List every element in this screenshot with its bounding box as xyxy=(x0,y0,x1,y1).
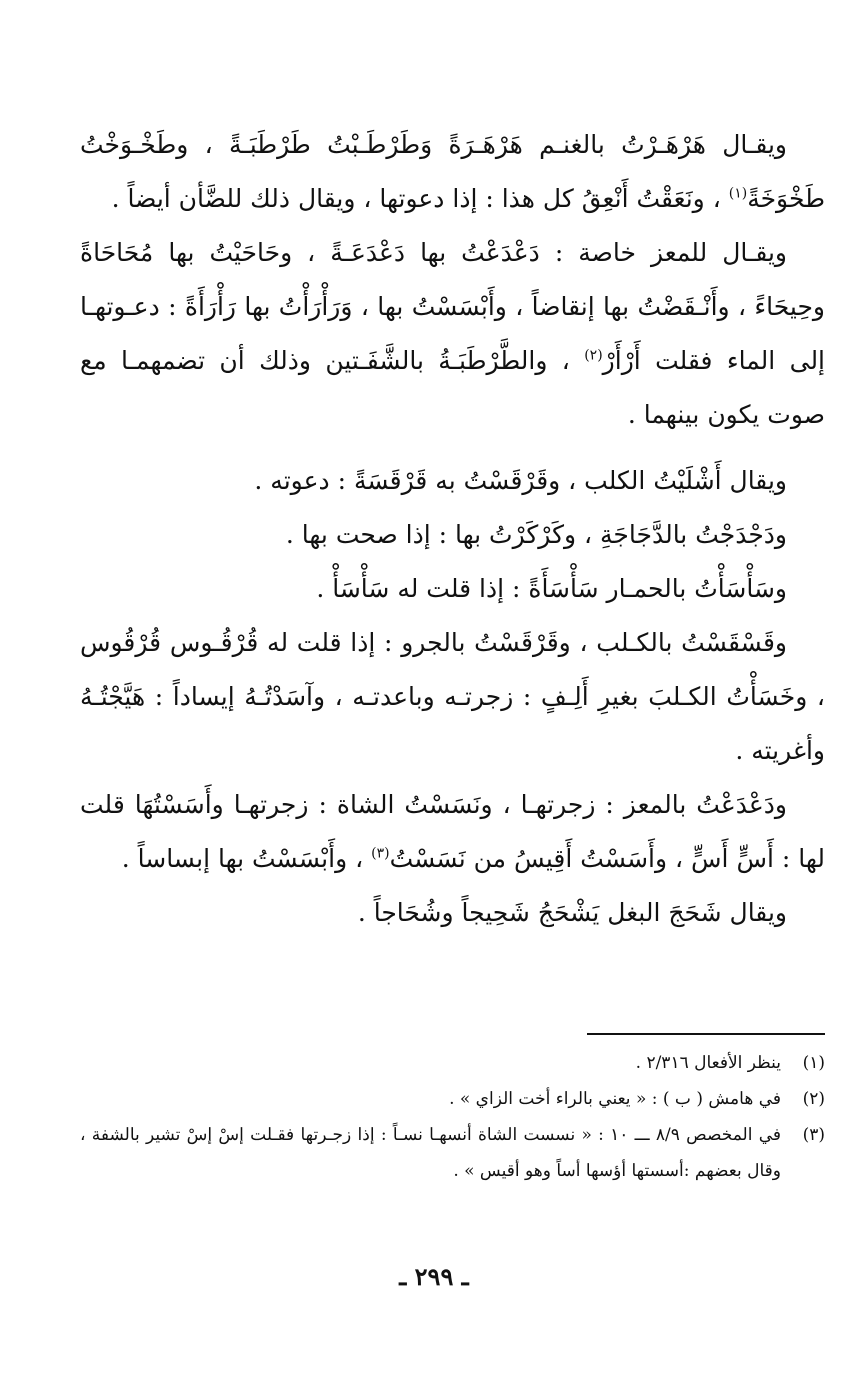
paragraph-1-text: ويقـال هَرْهَـرْتُ بالغنـم هَرْهَـرَةً وَطَرْطَـبْتُ طَرْطَبَـةً ، وطَخْـوَخْتُ طَخْوَخَةً xyxy=(80,130,825,213)
footnote-3 xyxy=(80,1117,825,1189)
paragraph-2-text: ويقـال للمعز خاصة : دَعْدَعْتُ بها دَعْدَعَـةً ، وحَاحَيْتُ بها مُحَاحَاةً وحِيحَاءً ، وأَنْـقَضْتُ بها إنقاضاً ، وأَبْسَسْتُ بها ، وَرَأْرَأْتُ بها رَأْرَأَةً : دعـوتهـا إلى الماء فقلت أَرْأَرْ xyxy=(80,238,826,375)
footnote-text: في المخصص ٨/٩ ـــ ١٠ : « نسست الشاة أنسهـا نسـاً : إذا زجـرتها فقـلت إسْ إسْ تشير بالشفة ، وقال بعضهم :أسستها أؤسها أساً وهو أقيس » . xyxy=(80,1125,781,1181)
paragraph-4: ودَجْدَجْتُ بالدَّجَاجَةِ ، وكَرْكَرْتُ بها : إذا صحت بها . xyxy=(285,520,787,549)
footnote-text: في هامش ( ب ) : « يعني بالراء أخت الزاي » . xyxy=(449,1089,781,1109)
footnote-number: (٢) xyxy=(802,1089,825,1109)
paragraph-1-text-cont: ، ونَعَقْتُ أَنْعِقُ كل هذا : إذا دعوتها ، ويقال ذلك للضَّأن أيضاً . xyxy=(111,184,729,213)
main-text-body xyxy=(80,118,825,940)
paragraph-2 xyxy=(80,226,825,442)
paragraph-gap xyxy=(80,442,825,454)
paragraph-5: وسَأْسَأْتُ بالحمـار سَأْسَأَةً : إذا قلت له سَأْسَأْ . xyxy=(316,574,787,603)
footnote-divider xyxy=(587,1033,825,1035)
footnote-1 xyxy=(80,1045,825,1081)
paragraph-8: ويقال شَحَجَ البغل يَشْحَجُ شَحِيجاً وشُحَاجاً . xyxy=(357,898,787,927)
footnote-ref-3[interactable]: (٣) xyxy=(371,845,390,862)
paragraph-6: وقَسْقَسْتُ بالكـلب ، وقَرْقَسْتُ بالجرو : إذا قلت له قُرْقُـوس قُرْقُوس ، وخَسَأْتُ الكـلبَ بغيرِ أَلِـفٍ : زجرتـه وباعدتـه ، وآسَدْتُـهُ إيساداً : هَيَّجْتُـهُ وأغريته . xyxy=(80,628,825,765)
footnote-number: (٣) xyxy=(802,1125,825,1145)
paragraph-7-text-cont: ، وأَبْسَسْتُ بها إبساساً . xyxy=(121,844,372,873)
paragraph-7-text: ودَعْدَعْتُ بالمعز : زجرتهـا ، ونَسَسْتُ الشاة : زجرتهـا وأَسَسْتُهَا قلت لها : أَسٍّ أَسٍّ ، وأَسَسْتُ أَقِيسُ من نَسَسْتُ xyxy=(80,790,825,873)
footnotes-section xyxy=(80,1045,825,1189)
footnote-ref-1[interactable]: (١) xyxy=(728,185,748,202)
paragraph-1 xyxy=(80,118,825,226)
footnote-number: (١) xyxy=(802,1053,825,1073)
paragraph-2-text-cont: ، والطَّرْطَبَـةُ بالشَّفَـتين وذلك أن تضمهمـا مع صوت يكون بينهما . xyxy=(80,346,825,429)
paragraph-3: ويقال أَشْلَيْتُ الكلب ، وقَرْقَسْتُ به قَرْقَسَةً : دعوته . xyxy=(254,466,787,495)
footnote-2 xyxy=(80,1081,825,1117)
footnote-text: ينظر الأفعال ٢/٣١٦ . xyxy=(635,1053,781,1073)
page-number: ـ ٢٩٩ ـ xyxy=(399,1262,469,1291)
footnote-ref-2[interactable]: (٢) xyxy=(584,347,603,364)
paragraph-7 xyxy=(80,778,825,886)
